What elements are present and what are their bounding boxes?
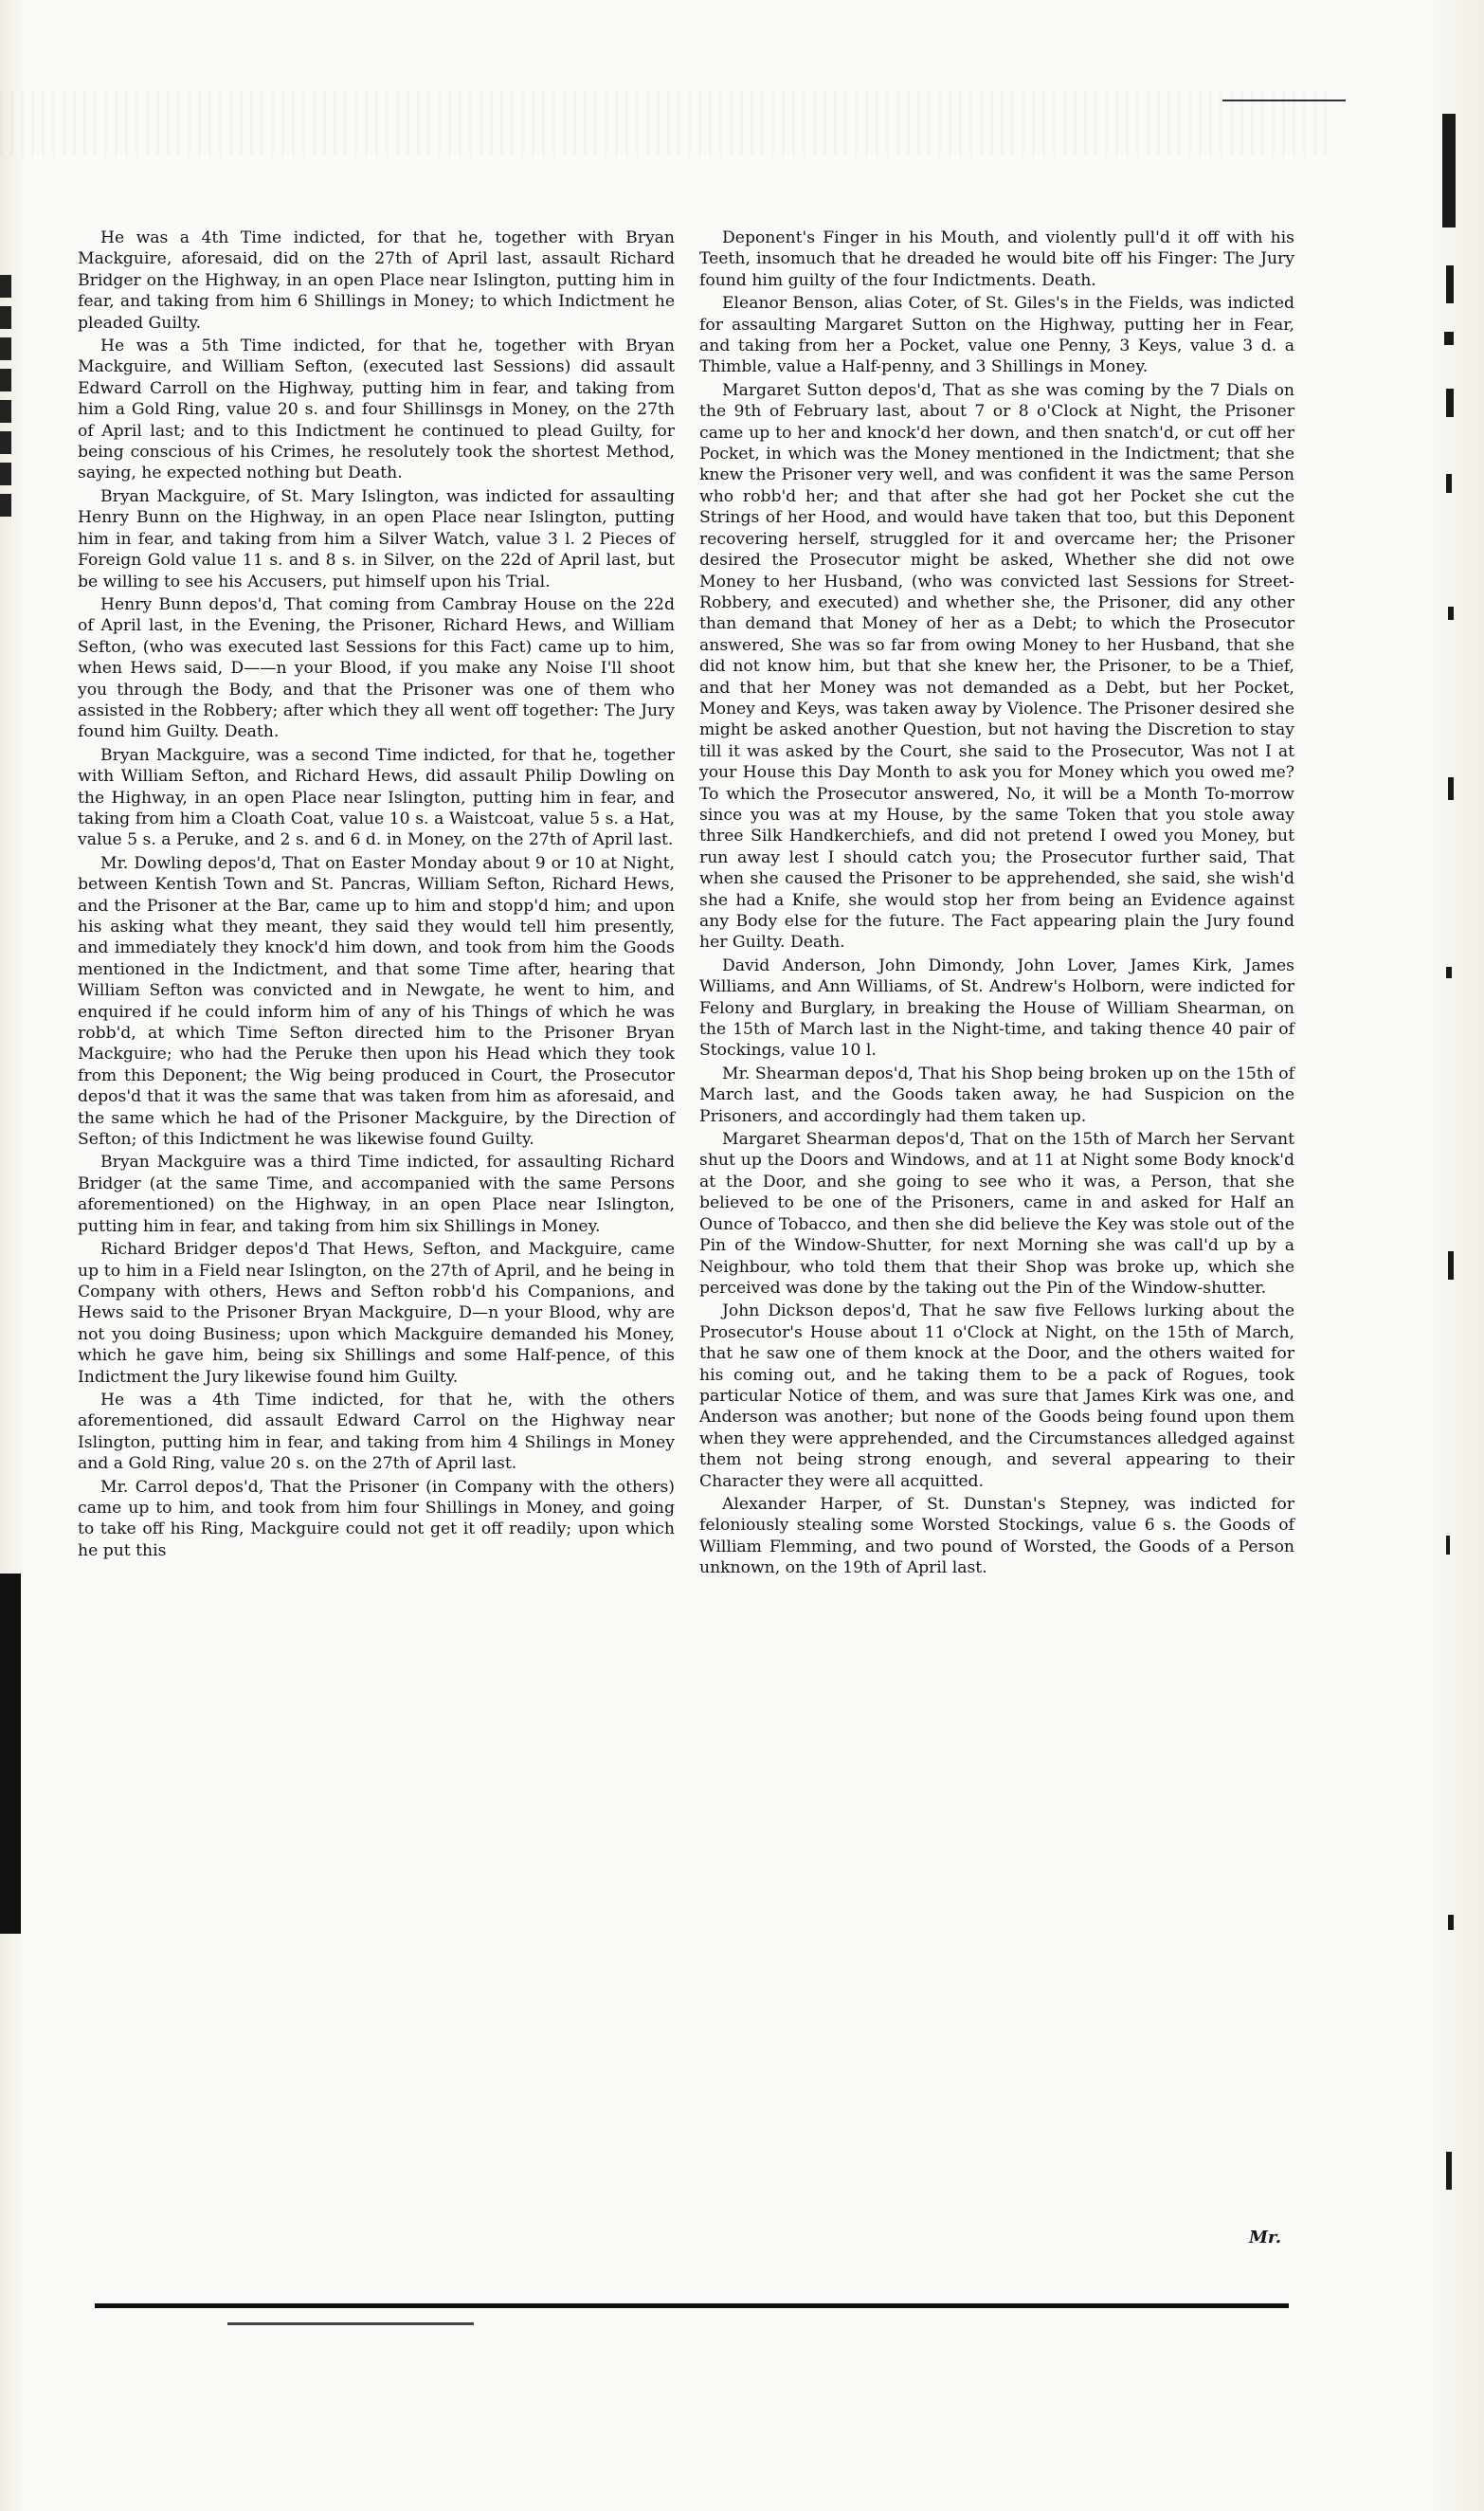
paragraph: Alexander Harper, of St. Dunstan's Stepney, was indicted for feloniously stealing some Worsted Stockings, value 6 s. the Goods of William Flemming, and two pound of Worsted, the Goods of a Person unknown, on the 19th of April last. <box>699 1494 1294 1578</box>
right-column <box>699 227 1294 1581</box>
paragraph: Bryan Mackguire, of St. Mary Islington, was indicted for assaulting Henry Bunn on the Highway, in an open Place near Islington, putting him in fear, and taking from him a Silver Watch, value 3 l. 2 Pieces of Foreign Gold value 11 s. and 8 s. in Silver, on the 22d of April last, but be willing to see his Accusers, put himself upon his Trial. <box>78 486 675 591</box>
paragraph: Bryan Mackguire was a third Time indicted, for assaulting Richard Bridger (at the same Time, and accompanied with the same Persons aforementioned) on the Highway, in an open Place near Islington, putting him in fear, and taking from him six Shillings in Money. <box>78 1153 675 1236</box>
right-margin-marks <box>1427 114 1465 2294</box>
paragraph: John Dickson depos'd, That he saw five Fellows lurking about the Prosecutor's House about 11 o'Clock at Night, on the 15th of March, that he saw one of them knock at the Door, and the others waited for his coming out, and he taking them to be a pack of Rogues, took particular Notice of them, and was sure that James Kirk was one, and Anderson was another; but none of the Goods being found upon them when they were apprehended, and the Circumstances alledged against them not being strong enough, and several appearing to their Character they were all acquitted. <box>699 1301 1294 1491</box>
scan-noise <box>0 90 1327 156</box>
paragraph: Deponent's Finger in his Mouth, and violently pull'd it off with his Teeth, insomuch that he dreaded he would bite off his Finger: The Jury found him guilty of the four Indictments. Death. <box>699 228 1294 290</box>
left-margin-marks <box>0 275 13 569</box>
top-rule <box>1222 100 1346 101</box>
paragraph: Mr. Shearman depos'd, That his Shop being broken up on the 15th of March last, and the Goods taken away, he had Suspicion on the Prisoners, and accordingly had them taken up. <box>699 1064 1295 1126</box>
paragraph: He was a 5th Time indicted, for that he, together with Bryan Mackguire, and William Sefton, (executed last Sessions) did assault Edward Carroll on the Highway, putting him in fear, and taking from him a Gold Ring, value 20 s. and four Shillinsgs in Money, on the 27th of April last; and to this Indictment he continued to plead Guilty, for being conscious of his Crimes, he resolutely took the shortest Method, saying, he expected nothing but Death. <box>78 337 675 483</box>
paragraph: Margaret Sutton depos'd, That as she was coming by the 7 Dials on the 9th of February last, about 7 or 8 o'Clock at Night, the Prisoner came up to her and knock'd her down, and then snatch'd, or cut off her Pocket, in which was the Money mentioned in the Indictment; that she knew the Prisoner very well, and was confident it was the same Person who robb'd her; and that after she had got her Pocket she cut the Strings of her Hood, and would have taken that too, but this Deponent recovering herself, struggled for it and overcame her; the Prisoner desired the Prosecutor might be asked, Whether she did not owe Money to her Husband, (who was convicted last Sessions for Street-Robbery, and executed) and whether she, the Prisoner, did any other than demand that Money of her as a Debt; to which the Prosecutor answered, She was so far from owing Money to her Husband, that she did not know him, but that she knew her, the Prisoner, to be a Thief, and that her Money was not demanded as a Debt, but her Pocket, Money and Keys, was taken away by Violence. The Prisoner desired she might be asked another Question, but not having the Discretion to stay till it was asked by the Court, she said to the Prosecutor, Was not I at your House this Day Month to ask you for Money which you owed me? To which the Prosecutor answered, No, it will be a Month To-morrow since you was at my House, by the same Token that you stole away three Silk Handkerchiefs, and did not pretend I owed you Money, but run away lest I should catch you; the Prosecutor further said, That when she caused the Prisoner to be apprehended, she said, she wish'd she had a Knife, she would stop her from being an Evidence against any Body else for the future. The Fact appearing plain the Jury found her Guilty. Death. <box>699 380 1294 953</box>
paragraph: Richard Bridger depos'd That Hews, Sefton, and Mackguire, came up to him in a Field near Islington, on the 27th of April, and he being in Company with others, Hews and Sefton robb'd his Companions, and Hews said to the Prisoner Bryan Mackguire, D—n your Blood, why are not you doing Business; upon which Mackguire demanded his Money, which he gave him, being six Shillings and some Half-pence, of this Indictment the Jury likewise found him Guilty. <box>78 1240 675 1387</box>
left-column <box>78 227 675 1563</box>
paragraph: Eleanor Benson, alias Coter, of St. Giles's in the Fields, was indicted for assaulting Margaret Sutton on the Highway, putting her in Fear, and taking from her a Pocket, value one Penny, 3 Keys, value 3 d. a Thimble, value a Half-penny, and 3 Shillings in Money. <box>699 294 1294 377</box>
catchword: Mr. <box>1249 2228 1282 2247</box>
paragraph: David Anderson, John Dimondy, John Lover, James Kirk, James Williams, and Ann Williams, of St. Andrew's Holborn, were indicted for Felony and Burglary, in breaking the House of William Shearman, on the 15th of March last in the Night-time, and taking thence 40 pair of Stockings, value 10 l. <box>699 955 1294 1061</box>
paragraph: Bryan Mackguire, was a second Time indicted, for that he, together with William Sefton, and Richard Hews, did assault Philip Dowling on the Highway, in an open Place near Islington, putting him in fear, and taking from him a Cloath Coat, value 10 s. a Waistcoat, value 5 s. a Hat, value 5 s. a Peruke, and 2 s. and 6 d. in Money, on the 27th of April last. <box>78 745 675 850</box>
paragraph: Mr. Dowling depos'd, That on Easter Monday about 9 or 10 at Night, between Kentish Town and St. Pancras, William Sefton, Richard Hews, and the Prisoner at the Bar, came up to him and stopp'd him; and upon his asking what they meant, they said they would tell him presently, and immediately they knock'd him down, and took from him the Goods mentioned in the Indictment, and that some Time after, hearing that William Sefton was convicted and in Newgate, he went to him, and enquired if he could inform him of any of his Things of which he was robb'd, at which Time Sefton directed him to the Prisoner Bryan Mackguire; who had the Peruke then upon his Head which they took from this Deponent; the Wig being produced in Court, the Prosecutor depos'd that it was the same that was taken from him as aforesaid, and the same which he had of the Prisoner Mackguire, by the Direction of Sefton; of this Indictment he was likewise found Guilty. <box>78 853 675 1150</box>
paragraph: He was a 4th Time indicted, for that he, together with Bryan Mackguire, aforesaid, did on the 27th of April last, assault Richard Bridger on the Highway, in an open Place near Islington, putting him in fear, and taking from him 6 Shillings in Money; to which Indictment he pleaded Guilty. <box>78 228 675 333</box>
paragraph: Henry Bunn depos'd, That coming from Cambray House on the 22d of April last, in the Evening, the Prisoner, Richard Hews, and William Sefton, (who was executed last Sessions for this Fact) came up to him, when Hews said, D——n your Blood, if you make any Noise I'll shoot you through the Body, and that the Prisoner was one of them who assisted in the Robbery; after which they all went off together: The Jury found him Guilty. Death. <box>78 594 675 742</box>
paragraph: Mr. Carrol depos'd, That the Prisoner (in Company with the others) came up to him, and took from him four Shillings in Money, and going to take off his Ring, Mackguire could not get it off readily; upon which he put this <box>78 1477 675 1560</box>
bottom-rule <box>95 2303 1289 2308</box>
bottom-rule-short <box>227 2322 474 2325</box>
paragraph: He was a 4th Time indicted, for that he, with the others aforementioned, did assault Edward Carrol on the Highway near Islington, putting him in fear, and taking from him 4 Shilings in Money and a Gold Ring, value 20 s. on the 27th of April last. <box>78 1390 675 1474</box>
paragraph: Margaret Shearman depos'd, That on the 15th of March her Servant shut up the Doors and Windows, and at 11 at Night some Body knock'd at the Door, and she going to see who it was, a Person, that she believed to be one of the Prisoners, came in and asked for Half an Ounce of Tobacco, and then she did believe the Key was stole out of the Pin of the Window-Shutter, for next Morning she was call'd up by a Neighbour, who told them that their Shop was broke up, which she perceived was done by the taking out the Pin of the Window-shutter. <box>699 1130 1294 1298</box>
left-binding-mark <box>0 1574 21 1934</box>
